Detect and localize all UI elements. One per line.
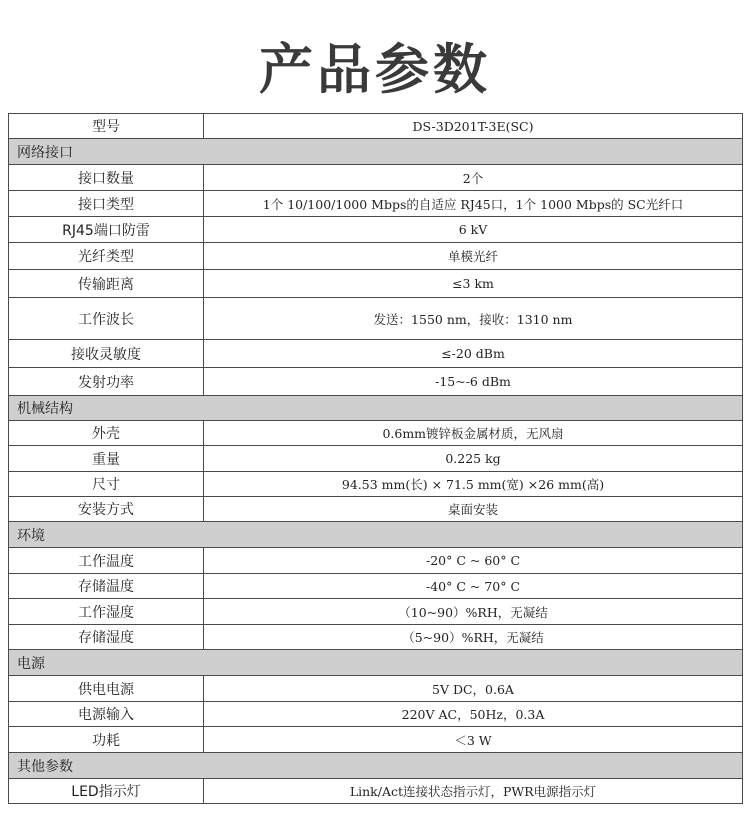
spec-row-wavelength	[9, 298, 743, 340]
spec-label: 电源输入	[9, 702, 204, 727]
spec-row-fiber-type	[9, 243, 743, 270]
spec-row-dimensions	[9, 472, 743, 497]
spec-row-port-type	[9, 191, 743, 217]
spec-value: ≤3 km	[204, 270, 743, 298]
spec-label: 外壳	[9, 421, 204, 446]
spec-value: 0.6mm镀锌板金属材质，无风扇	[204, 421, 743, 446]
spec-value: 0.225 kg	[204, 446, 743, 472]
spec-label: 重量	[9, 446, 204, 472]
spec-label: 安装方式	[9, 497, 204, 522]
spec-label: 存储温度	[9, 574, 204, 599]
spec-table	[8, 113, 743, 804]
model-value: DS-3D201T-3E(SC)	[204, 114, 743, 139]
spec-label: 工作温度	[9, 548, 204, 574]
spec-value: 220V AC，50Hz，0.3A	[204, 702, 743, 727]
spec-row-power-consumption	[9, 727, 743, 753]
section-title: 环境	[9, 522, 743, 548]
spec-label: 功耗	[9, 727, 204, 753]
spec-label: 供电电源	[9, 676, 204, 702]
spec-value: 桌面安装	[204, 497, 743, 522]
spec-row-operating-temp	[9, 548, 743, 574]
spec-row-power-input	[9, 702, 743, 727]
spec-value: -15~-6 dBm	[204, 368, 743, 396]
spec-label: LED指示灯	[9, 779, 204, 804]
section-title: 网络接口	[9, 139, 743, 165]
spec-row-rj45-surge	[9, 217, 743, 243]
section-header-power	[9, 650, 743, 676]
spec-row-led	[9, 779, 743, 804]
spec-row-storage-temp	[9, 574, 743, 599]
spec-value: Link/Act连接状态指示灯，PWR电源指示灯	[204, 779, 743, 804]
spec-label: 尺寸	[9, 472, 204, 497]
spec-label: 接收灵敏度	[9, 340, 204, 368]
spec-value: 5V DC，0.6A	[204, 676, 743, 702]
spec-label: 工作湿度	[9, 599, 204, 625]
spec-row-distance	[9, 270, 743, 298]
spec-row-weight	[9, 446, 743, 472]
spec-row-storage-humidity	[9, 625, 743, 650]
spec-value: 2个	[204, 165, 743, 191]
spec-value: -40° C ~ 70° C	[204, 574, 743, 599]
spec-value: 94.53 mm(长) × 71.5 mm(宽) ×26 mm(高)	[204, 472, 743, 497]
spec-label: 传输距离	[9, 270, 204, 298]
spec-label: 接口数量	[9, 165, 204, 191]
model-row	[9, 114, 743, 139]
spec-row-sensitivity	[9, 340, 743, 368]
section-header-other	[9, 753, 743, 779]
spec-value: （10~90）%RH，无凝结	[204, 599, 743, 625]
spec-row-port-count	[9, 165, 743, 191]
page-title: 产品参数	[259, 38, 491, 101]
spec-value: 发送：1550 nm，接收：1310 nm	[204, 298, 743, 340]
spec-row-tx-power	[9, 368, 743, 396]
spec-value: 6 kV	[204, 217, 743, 243]
spec-value: -20° C ~ 60° C	[204, 548, 743, 574]
section-title: 其他参数	[9, 753, 743, 779]
section-header-mechanical	[9, 396, 743, 421]
spec-value: （5~90）%RH，无凝结	[204, 625, 743, 650]
spec-label: RJ45端口防雷	[9, 217, 204, 243]
spec-value: 1个 10/100/1000 Mbps的自适应 RJ45口，1个 1000 Mbps的 SC光纤口	[204, 191, 743, 217]
section-title: 机械结构	[9, 396, 743, 421]
spec-value: ≤-20 dBm	[204, 340, 743, 368]
model-label: 型号	[9, 114, 204, 139]
section-title: 电源	[9, 650, 743, 676]
spec-label: 接口类型	[9, 191, 204, 217]
spec-row-power-supply	[9, 676, 743, 702]
section-header-environment	[9, 522, 743, 548]
spec-value: ＜3 W	[204, 727, 743, 753]
spec-row-operating-humidity	[9, 599, 743, 625]
spec-label: 工作波长	[9, 298, 204, 340]
section-header-network	[9, 139, 743, 165]
spec-row-mounting	[9, 497, 743, 522]
spec-value: 单模光纤	[204, 243, 743, 270]
spec-label: 光纤类型	[9, 243, 204, 270]
spec-row-housing	[9, 421, 743, 446]
spec-label: 存储湿度	[9, 625, 204, 650]
spec-label: 发射功率	[9, 368, 204, 396]
